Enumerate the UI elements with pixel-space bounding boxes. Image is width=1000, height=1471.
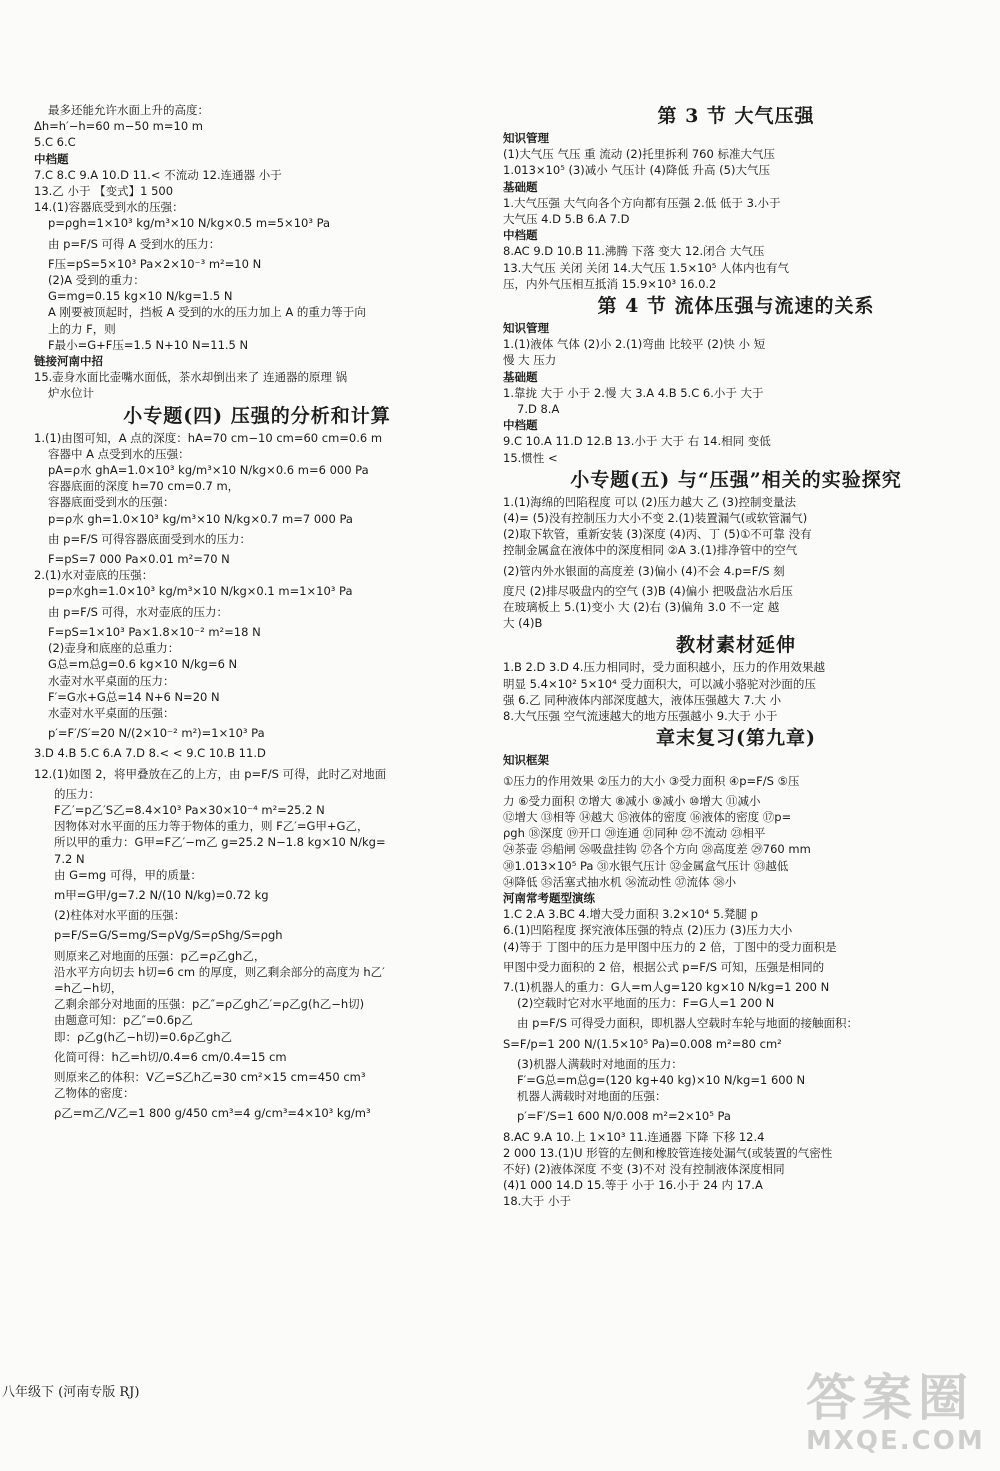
text-line: 1.B 2.D 3.D 4.压力相同时，受力面积越小，压力的作用效果越 — [503, 660, 825, 675]
text-line: 2.(1)水对壶底的压强： — [34, 568, 154, 583]
text-line: 7.D 8.A — [517, 402, 560, 417]
text-line: 3.D 4.B 5.C 6.A 7.D 8.< < 9.C 10.B 11.D — [34, 746, 266, 761]
section-title: 章末复习(第九章) — [656, 727, 816, 750]
text-line: 不好) (2)液体深度 不变 (3)不对 没有控制液体深度相同 — [503, 1161, 785, 1176]
text-line: 由 p=F/S 可得，水对壶底的压力： — [48, 604, 229, 619]
text-line: 化简可得：h乙=h切/0.4=6 cm/0.4=15 cm — [54, 1049, 287, 1064]
text-line: ㉚1.013×10⁵ Pa ㉛水银气压计 ㉜金属盒气压计 ㉝越低 — [503, 858, 789, 873]
text-line: 即：ρ乙g(h乙−h切)=0.6ρ乙gh乙 — [54, 1029, 233, 1044]
text-line: Δh=h′−h=60 m−50 m=10 m — [34, 119, 203, 134]
text-line: 7.C 8.C 9.A 10.D 11.< 不流动 12.连通器 小于 — [34, 167, 282, 182]
text-line: p=F/S=G/S=mg/S=ρVg/S=ρShg/S=ρgh — [54, 928, 283, 943]
text-line: F最小=G+F压=1.5 N+10 N=11.5 N — [48, 337, 249, 352]
text-line: m甲=G甲/g=7.2 N/(10 N/kg)=0.72 kg — [54, 887, 269, 902]
text-line: 5.C 6.C — [34, 135, 76, 150]
text-line: 上的力 F，则 — [48, 321, 116, 336]
subsection-heading: 知识框架 — [503, 753, 549, 768]
page-footer: 八年级下 (河南专版 RJ) — [2, 1385, 140, 1400]
text-line: =h乙−h切， — [54, 980, 123, 995]
text-line: 在玻璃板上 5.(1)变小 大 (2)右 (3)偏角 3.0 不一定 越 — [503, 600, 780, 615]
text-line: 由 p=F/S 可得 A 受到水的压力： — [48, 236, 221, 251]
right-column — [503, 102, 969, 1210]
text-line: 由 p=F/S 可得容器底面受到水的压力： — [48, 531, 252, 546]
text-line: 水壶对水平桌面的压强： — [48, 705, 175, 720]
text-line: (1)大气压 气压 重 流动 (2)托里拆利 760 标准大气压 — [503, 147, 775, 162]
text-line: 容器底面的深度 h=70 cm=0.7 m， — [48, 479, 240, 494]
text-line: 1.C 2.A 3.BC 4.增大受力面积 3.2×10⁴ 5.凳腿 p — [503, 907, 758, 922]
text-line: 乙物体的密度： — [54, 1086, 135, 1101]
text-line: 15.惯性 < — [503, 450, 558, 465]
text-line: 13.大气压 关闭 关闭 14.大气压 1.5×10⁵ 人体内也有气 — [503, 260, 790, 275]
section-title: 小专题(五) 与“压强”相关的实验探究 — [570, 468, 902, 491]
text-line: ρ乙=m乙/V乙=1 800 g/450 cm³=4 g/cm³=4×10³ kg/m³ — [54, 1106, 371, 1121]
text-line: 控制金属盒在液体中的深度相同 ②A 3.(1)排净管中的空气 — [503, 543, 798, 558]
text-line: 由题意可知：p乙″=0.6p乙 — [54, 1013, 193, 1028]
text-line: p′=F′/S′=20 N/(2×10⁻² m²)=1×10³ Pa — [48, 726, 265, 741]
text-line: ρgh ⑱深度 ⑲开口 ⑳连通 ㉑同种 ㉒不流动 ㉓相平 — [503, 826, 766, 841]
text-line: G总=m总g=0.6 kg×10 N/kg=6 N — [48, 657, 238, 672]
text-line: 12.(1)如图 2，将甲叠放在乙的上方，由 p=F/S 可得，此时乙对地面 — [34, 766, 387, 781]
text-line: 明显 5.4×10² 5×10⁴ 受力面积大，可以减小骆驼对沙面的压 — [503, 676, 816, 691]
watermark-url: MXQE.COM — [806, 1426, 985, 1456]
text-line: 容器底面受到水的压强： — [48, 495, 175, 510]
text-line: 15.壶身水面比壶嘴水面低，茶水却倒出来了 连通器的原理 锅 — [34, 370, 348, 385]
text-line: (2)取下软管，重新安装 (3)深度 (4)丙、丁 (5)①不可靠 没有 — [503, 527, 812, 542]
text-line: (2)管内外水银面的高度差 (3)偏小 (4)不会 4.p=F/S 刻 — [503, 563, 785, 578]
text-line: p=ρ水 gh=1.0×10³ kg/m³×10 N/kg×0.7 m=7 000 Pa — [48, 511, 353, 526]
text-line: (2)柱体对水平面的压强： — [54, 908, 186, 923]
section-title: 小专题(四) 压强的分析和计算 — [123, 404, 391, 427]
text-line: 6.(1)凹陷程度 探究液体压强的特点 (2)压力 (3)压力大小 — [503, 923, 793, 938]
text-line: (4)1 000 14.D 15.等于 小于 16.小于 24 内 17.A — [503, 1178, 763, 1193]
text-line: p=ρgh=1×10³ kg/m³×10 N/kg×0.5 m=5×10³ Pa — [48, 216, 331, 231]
section-title: 第 3 节 大气压强 — [657, 105, 815, 127]
text-line: 18.大于 小于 — [503, 1194, 571, 1209]
text-line: 大气压 4.D 5.B 6.A 7.D — [503, 212, 630, 227]
text-line: 慢 大 压力 — [503, 353, 557, 368]
text-line: 由 p=F/S 可得受力面积，即机器人空载时车轮与地面的接触面积： — [517, 1016, 859, 1031]
text-line: 力 ⑥受力面积 ⑦增大 ⑧减小 ⑨减小 ⑩增大 ⑪减小 — [503, 793, 761, 808]
text-line: 13.乙 小于 【变式】1 500 — [34, 184, 174, 199]
text-line: 容器中 A 点受到水的压强： — [48, 446, 190, 461]
section-title: 第 4 节 流体压强与流速的关系 — [597, 295, 875, 318]
text-line: ⑫增大 ⑬相等 ⑭越大 ⑮液体的密度 ⑯液体的密度 ⑰p= — [503, 809, 792, 824]
text-line: 甲图中受力面积的 2 倍，根据公式 p=F/S 可知，压强是相同的 — [503, 959, 825, 974]
text-line: 2 000 13.(1)U 形管的左侧和橡胶管连接处漏气(或装置的气密性 — [503, 1145, 833, 1160]
text-line: F′=G总=m总g=(120 kg+40 kg)×10 N/kg=1 600 N — [517, 1072, 806, 1087]
text-line: 乙剩余部分对地面的压强：p乙″=ρ乙gh乙′=ρ乙g(h乙−h切) — [54, 997, 365, 1012]
text-line: ①压力的作用效果 ②压力的大小 ③受力面积 ④p=F/S ⑤压 — [503, 773, 800, 788]
text-line: (4)= (5)没有控制压力大小不变 2.(1)装置漏气(或软管漏气) — [503, 511, 808, 526]
text-line: G=mg=0.15 kg×10 N/kg=1.5 N — [48, 289, 233, 304]
text-line: F压=pS=5×10³ Pa×2×10⁻³ m²=10 N — [48, 256, 262, 271]
text-line: 压，内外气压相互抵消 15.9×10³ 16.0.2 — [503, 276, 717, 291]
text-line: 因物体对水平面的压力等于物体的重力，则 F乙′=G甲+G乙， — [54, 819, 369, 834]
text-line: 所以甲的重力：G甲=F乙′−m乙 g=25.2 N−1.8 kg×10 N/kg= — [54, 835, 386, 850]
text-line: p′=F′/S=1 600 N/0.008 m²=2×10⁵ Pa — [517, 1109, 731, 1124]
text-line: 最多还能允许水面上升的高度： — [48, 103, 209, 117]
subsection-heading: 知识管理 — [503, 321, 549, 336]
text-line: ㉞降低 ㉟活塞式抽水机 ㊱流动性 ㊲流体 ㊳小 — [503, 874, 737, 889]
text-line: pA=ρ水 ghA=1.0×10³ kg/m³×10 N/kg×0.6 m=6 000 Pa — [48, 463, 369, 478]
text-line: 14.(1)容器底受到水的压强： — [34, 200, 184, 215]
text-line: 7.(1)机器人的重力：G人=m人g=120 kg×10 N/kg=1 200 N — [503, 979, 830, 994]
text-line: 的压力： — [54, 786, 100, 801]
subsection-heading: 基础题 — [503, 369, 538, 384]
text-line: 1.大气压强 大气向各个方向都有压强 2.低 低于 3.小于 — [503, 195, 781, 210]
subsection-heading: 知识管理 — [503, 131, 549, 145]
subsection-heading: 河南常考题型演练 — [503, 890, 595, 905]
text-line: S=F/p=1 200 N/(1.5×10⁵ Pa)=0.008 m²=80 cm² — [503, 1036, 782, 1051]
text-line: 1.013×10⁵ (3)减小 气压计 (4)降低 升高 (5)大气压 — [503, 163, 770, 178]
text-line: 1.(1)液体 气体 (2)小 2.(1)弯曲 比较平 (2)快 小 短 — [503, 337, 766, 352]
text-line: 8.AC 9.D 10.B 11.沸腾 下落 变大 12.闭合 大气压 — [503, 244, 765, 259]
section-title: 教材素材延伸 — [675, 634, 796, 657]
text-line: 8.AC 9.A 10.上 1×10³ 11.连通器 下降 下移 12.4 — [503, 1129, 765, 1144]
watermark-logo: 答案圈 — [806, 1369, 974, 1427]
subsection-heading: 中档题 — [34, 151, 69, 166]
text-line: 则原来乙对地面的压强：p乙=ρ乙gh乙， — [54, 948, 266, 963]
text-line: 沿水平方向切去 h切=6 cm 的厚度，则乙剩余部分的高度为 h乙′ — [54, 964, 385, 979]
text-line: 炉水位计 — [48, 386, 94, 401]
text-line: 大 (4)B — [503, 616, 543, 631]
text-line: (2)A 受到的重力： — [48, 273, 145, 288]
text-line: 1.(1)由图可知，A 点的深度：hA=70 cm−10 cm=60 cm=0.6 m — [34, 430, 383, 445]
text-line: p=ρ水gh=1.0×10³ kg/m³×10 N/kg×0.1 m=1×10³ Pa — [48, 584, 353, 599]
text-line: F=pS=7 000 Pa×0.01 m²=70 N — [48, 552, 230, 567]
text-line: ㉔茶壶 ㉕船闸 ㉖吸盘挂钩 ㉗各个方向 ㉘高度差 ㉙760 mm — [503, 842, 811, 857]
text-line: 水壶对水平桌面的压力： — [48, 673, 175, 688]
text-line: 度尺 (2)排尽吸盘内的空气 (3)B (4)偏小 把吸盘沾水后压 — [503, 583, 793, 598]
text-line: (3)机器人满载时对地面的压力： — [517, 1056, 683, 1071]
text-line: 由 G=mg 可得，甲的质量： — [54, 867, 202, 882]
subsection-heading: 中档题 — [503, 228, 538, 243]
subsection-heading: 中档题 — [503, 418, 538, 433]
text-line: 1.靠拢 大于 小于 2.慢 大 3.A 4.B 5.C 6.小于 大于 — [503, 385, 764, 400]
text-line: (2)空载时它对水平地面的压力：F=G人=1 200 N — [517, 996, 775, 1011]
text-line: F乙′=p乙′S乙=8.4×10³ Pa×30×10⁻⁴ m²=25.2 N — [54, 802, 325, 817]
text-line: 8.大气压强 空气流速越大的地方压强越小 9.大于 小于 — [503, 709, 778, 724]
text-line: 机器人满载时对地面的压强： — [517, 1089, 667, 1104]
text-line: 则原来乙的体积：V乙=S乙h乙=30 cm²×15 cm=450 cm³ — [54, 1069, 366, 1084]
text-line: 9.C 10.A 11.D 12.B 13.小于 大于 右 14.相同 变低 — [503, 434, 771, 449]
text-line: (2)壶身和底座的总重力： — [48, 641, 180, 656]
text-line: A 刚要被顶起时，挡板 A 受到的水的压力加上 A 的重力等于向 — [48, 305, 366, 320]
text-line: 强 6.乙 同种液体内部深度越大，液体压强越大 7.大 小 — [503, 692, 782, 707]
subsection-heading: 链接河南中招 — [34, 354, 103, 369]
text-line: F′=G水+G总=14 N+6 N=20 N — [48, 689, 220, 704]
text-line: (4)等于 丁图中的压力是甲图中压力的 2 倍，丁图中的受力面积是 — [503, 939, 837, 954]
subsection-heading: 基础题 — [503, 179, 538, 194]
text-line: 7.2 N — [54, 851, 85, 866]
text-line: 1.(1)海绵的凹陷程度 可以 (2)压力越大 乙 (3)控制变量法 — [503, 494, 796, 509]
left-column — [34, 102, 480, 1126]
text-line: F=pS=1×10³ Pa×1.8×10⁻² m²=18 N — [48, 624, 261, 639]
watermark — [806, 1370, 996, 1468]
